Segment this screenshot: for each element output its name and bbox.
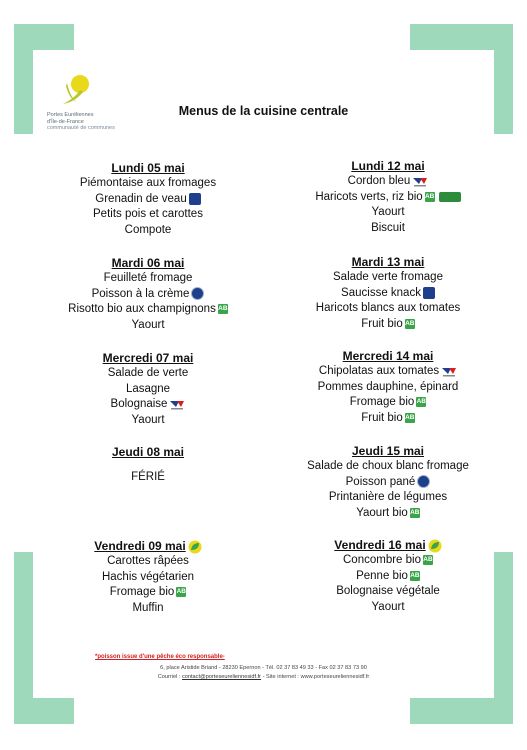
dish: Compote bbox=[124, 223, 172, 236]
dish-with-label bbox=[33, 287, 263, 303]
day-block-mercredi-07 bbox=[33, 350, 263, 428]
dish: Carottes râpées bbox=[107, 555, 189, 567]
day-heading: Mardi 06 mai bbox=[111, 256, 185, 270]
dish-with-label bbox=[273, 364, 503, 380]
dish: Fruit bio bbox=[361, 317, 403, 330]
origin-label-icon bbox=[423, 287, 435, 299]
dish: Yaourt bbox=[371, 600, 405, 613]
dish: Penne bio bbox=[356, 569, 408, 582]
day-block-jeudi-15 bbox=[273, 443, 503, 521]
website-label: Site internet : bbox=[266, 674, 299, 680]
email-label: Courriel : bbox=[157, 674, 181, 680]
dish: Fromage bio bbox=[349, 396, 415, 409]
bleu-blanc-coeur-label-icon bbox=[439, 192, 461, 202]
dish: Lasagne bbox=[125, 382, 171, 395]
day-block-lundi-12 bbox=[273, 158, 503, 236]
dish-with-label bbox=[273, 286, 503, 302]
msc-fish-label-icon bbox=[417, 475, 430, 488]
dish: Pommes dauphine, épinard bbox=[317, 380, 459, 393]
footnote: *poisson issue d'une pêche éco responsable- bbox=[95, 654, 225, 660]
dish: Feuilleté fromage bbox=[103, 272, 193, 284]
separator: - bbox=[262, 674, 267, 680]
corner-band-top-left-vertical bbox=[14, 24, 33, 134]
dish-with-label bbox=[33, 192, 263, 208]
day-heading: Mardi 13 mai bbox=[351, 255, 425, 269]
dish: Salade de verte bbox=[107, 367, 189, 379]
dish: Yaourt bbox=[371, 206, 405, 219]
day-heading-with-icon bbox=[33, 538, 263, 554]
dish-with-label bbox=[33, 302, 263, 318]
dish: Haricots verts, riz bio bbox=[315, 190, 423, 203]
dish-with-label bbox=[273, 553, 503, 569]
dish: Salade verte fromage bbox=[333, 271, 443, 283]
dish: Fromage bio bbox=[109, 586, 175, 599]
dish: Yaourt bio bbox=[356, 506, 408, 519]
bio-label-icon: AB bbox=[410, 571, 420, 579]
dish-with-label bbox=[273, 569, 503, 585]
dish: Poisson à la crème bbox=[91, 287, 190, 300]
french-meat-label-icon bbox=[441, 365, 457, 377]
dish-with-label bbox=[273, 411, 503, 427]
dish: Fruit bio bbox=[361, 411, 403, 424]
french-meat-label-icon bbox=[169, 398, 185, 410]
bio-label-icon: AB bbox=[176, 588, 186, 596]
bio-label-icon: AB bbox=[416, 398, 426, 406]
dish-with-label bbox=[273, 190, 503, 206]
dish: Salade de choux blanc fromage bbox=[307, 460, 469, 472]
contact-line bbox=[33, 673, 494, 682]
dish-with-label bbox=[273, 395, 503, 411]
dish-with-label bbox=[33, 585, 263, 601]
dish: Printanière de légumes bbox=[328, 491, 448, 504]
dish: Concombre bio bbox=[343, 554, 421, 566]
vegetarian-leaf-icon bbox=[188, 540, 202, 554]
dish: Chipolatas aux tomates bbox=[318, 365, 440, 377]
dish: Bolognaise bbox=[110, 398, 168, 411]
dish: Biscuit bbox=[371, 221, 405, 234]
french-meat-label-icon bbox=[412, 175, 428, 187]
holiday-label: FÉRIÉ bbox=[131, 471, 165, 483]
day-heading-with-icon bbox=[273, 537, 503, 553]
dish: Poisson pané bbox=[345, 475, 416, 488]
day-heading: Vendredi 16 mai bbox=[334, 538, 426, 552]
dish: Yaourt bbox=[131, 318, 165, 331]
dish-with-label bbox=[273, 475, 503, 491]
corner-band-top-right-vertical bbox=[494, 24, 513, 134]
vegetarian-leaf-icon bbox=[428, 539, 442, 553]
bio-label-icon: AB bbox=[405, 413, 415, 421]
dish-with-label bbox=[273, 506, 503, 522]
day-heading: Mercredi 14 mai bbox=[342, 349, 434, 363]
dish: Petits pois et carottes bbox=[93, 208, 203, 221]
dish: Yaourt bbox=[131, 413, 165, 426]
dish: Piémontaise aux fromages bbox=[79, 177, 217, 189]
day-block-lundi-05 bbox=[33, 160, 263, 238]
day-heading: Mercredi 07 mai bbox=[102, 351, 194, 365]
corner-band-bottom-left-vertical bbox=[14, 552, 33, 724]
organization-name-line1: Portes Euréliennes bbox=[47, 112, 94, 118]
day-heading: Lundi 05 mai bbox=[111, 161, 185, 175]
website-link[interactable]: www.porteseureliennesidf.fr bbox=[300, 674, 370, 680]
dish-with-label bbox=[273, 317, 503, 333]
bio-label-icon: AB bbox=[410, 508, 420, 516]
origin-label-icon bbox=[189, 193, 201, 205]
address-line: 6, place Aristide Briand - 28230 Epernon - Tél. 02 37 83 49 33 - Fax 02 37 83 73 90 bbox=[160, 665, 367, 671]
bio-label-icon: AB bbox=[218, 305, 228, 313]
page-title: Menus de la cuisine centrale bbox=[178, 104, 349, 118]
dish-with-label bbox=[273, 174, 503, 190]
day-heading: Vendredi 09 mai bbox=[94, 539, 186, 553]
bio-label-icon: AB bbox=[423, 555, 433, 563]
dish-with-label bbox=[33, 397, 263, 413]
dish: Cordon bleu bbox=[347, 175, 411, 187]
dish: Muffin bbox=[132, 601, 164, 614]
organization-name-line3: communauté de communes bbox=[47, 125, 115, 131]
msc-fish-label-icon bbox=[191, 287, 204, 300]
day-block-jeudi-08 bbox=[33, 444, 263, 486]
day-block-vendredi-16 bbox=[273, 537, 503, 615]
day-heading: Jeudi 08 mai bbox=[111, 445, 185, 459]
dish: Saucisse knack bbox=[341, 286, 421, 299]
dish: Grenadin de veau bbox=[95, 192, 187, 205]
menu-sheet bbox=[33, 50, 494, 698]
day-block-vendredi-09 bbox=[33, 538, 263, 616]
dish: Haricots blancs aux tomates bbox=[315, 302, 461, 315]
organization-name-line2: d'Île-de-France bbox=[47, 118, 84, 125]
email-link[interactable]: contact@porteseureliennesidf.fr bbox=[181, 674, 262, 680]
dish: Hachis végétarien bbox=[101, 570, 195, 583]
bio-label-icon: AB bbox=[424, 192, 435, 200]
bio-label-icon: AB bbox=[405, 319, 415, 327]
dish: Risotto bio aux champignons bbox=[68, 303, 216, 316]
dish: Bolognaise végétale bbox=[336, 585, 440, 598]
day-heading: Lundi 12 mai bbox=[351, 159, 425, 173]
day-block-mardi-06 bbox=[33, 255, 263, 333]
day-block-mardi-13 bbox=[273, 254, 503, 332]
day-block-mercredi-14 bbox=[273, 348, 503, 426]
day-heading: Jeudi 15 mai bbox=[351, 444, 425, 458]
